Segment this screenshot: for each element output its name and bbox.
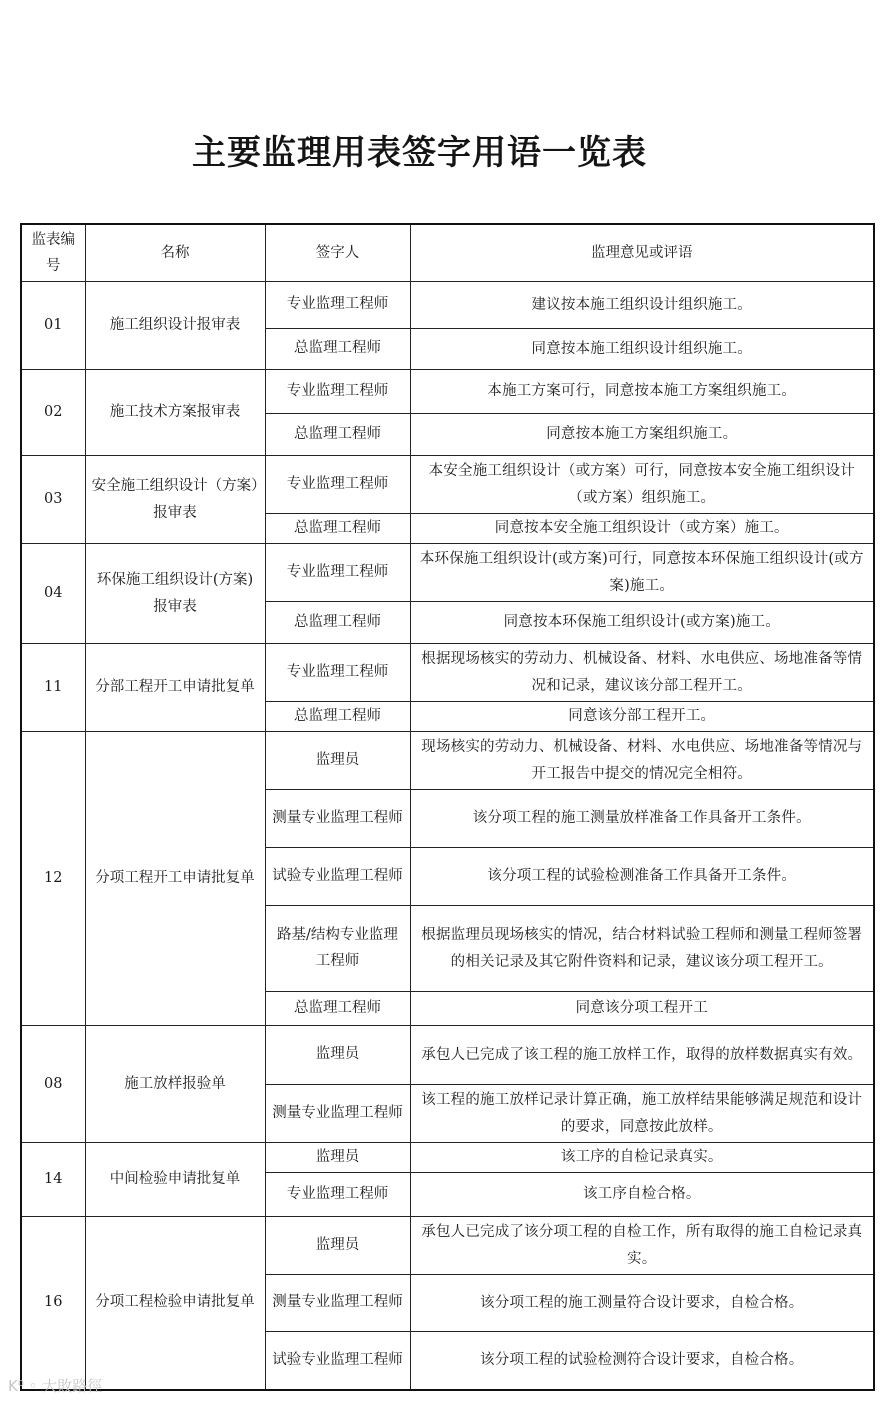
remark: 根据监理员现场核实的情况，结合材料试验工程师和测量工程师签署的相关记录及其它附件资料和记录，建议该分项工程开工。 [410,906,874,992]
table-row [21,282,874,329]
remark: 同意按本施工方案组织施工。 [410,414,874,456]
signer: 总监理工程师 [265,992,410,1026]
form-code: 12 [21,732,85,1026]
signer: 监理员 [265,1026,410,1085]
table-row [21,1026,874,1085]
remark: 该工序的自检记录真实。 [410,1143,874,1173]
signer: 监理员 [265,1143,410,1173]
table-row [21,456,874,514]
form-code: 02 [21,370,85,456]
form-code: 03 [21,456,85,544]
form-code: 11 [21,644,85,732]
remark: 建议按本施工组织设计组织施工。 [410,282,874,329]
remark: 现场核实的劳动力、机械设备、材料、水电供应、场地准备等情况与开工报告中提交的情况完全相符。 [410,732,874,790]
form-code: 14 [21,1143,85,1217]
signer: 路基/结构专业监理工程师 [265,906,410,992]
signer: 总监理工程师 [265,702,410,732]
remark: 同意按本施工组织设计组织施工。 [410,329,874,370]
table-row [21,1143,874,1173]
remark: 根据现场核实的劳动力、机械设备、材料、水电供应、场地准备等情况和记录，建议该分部工程开工。 [410,644,874,702]
remark: 该分项工程的施工测量放样准备工作具备开工条件。 [410,790,874,848]
table-row [21,644,874,702]
remark: 同意按本环保施工组织设计(或方案)施工。 [410,602,874,644]
signer: 监理员 [265,1217,410,1275]
form-name: 施工组织设计报审表 [85,282,265,370]
table-row [21,1217,874,1275]
table-row [21,544,874,602]
signer: 专业监理工程师 [265,456,410,514]
header-name: 名称 [85,224,265,282]
form-code: 16 [21,1217,85,1390]
form-name: 分项工程开工申请批复单 [85,732,265,1026]
remark: 同意该分部工程开工。 [410,702,874,732]
signer: 监理员 [265,732,410,790]
watermark-logo-icon: K⁰ ◦ [8,1377,43,1395]
header-signer: 签字人 [265,224,410,282]
table-row [21,732,874,790]
signer: 专业监理工程师 [265,1173,410,1217]
signer: 测量专业监理工程师 [265,790,410,848]
remark: 该分项工程的试验检测符合设计要求，自检合格。 [410,1332,874,1390]
signer: 总监理工程师 [265,514,410,544]
form-name: 分项工程检验申请批复单 [85,1217,265,1390]
remark: 该工程的施工放样记录计算正确，施工放样结果能够满足规范和设计的要求，同意按此放样。 [410,1085,874,1143]
remark: 承包人已完成了该工程的施工放样工作，取得的放样数据真实有效。 [410,1026,874,1085]
remark: 同意该分项工程开工 [410,992,874,1026]
signer: 总监理工程师 [265,602,410,644]
signer: 总监理工程师 [265,329,410,370]
signer: 专业监理工程师 [265,644,410,702]
signature-terms-table [20,223,875,1391]
header-remark: 监理意见或评语 [410,224,874,282]
remark: 本安全施工组织设计（或方案）可行，同意按本安全施工组织设计（或方案）组织施工。 [410,456,874,514]
form-code: 08 [21,1026,85,1143]
signer: 专业监理工程师 [265,544,410,602]
signer: 测量专业监理工程师 [265,1085,410,1143]
page-title: 主要监理用表签字用语一览表 [192,133,647,173]
form-name: 施工放样报验单 [85,1026,265,1143]
remark: 该分项工程的试验检测准备工作具备开工条件。 [410,848,874,906]
signer: 专业监理工程师 [265,282,410,329]
signer: 试验专业监理工程师 [265,1332,410,1390]
form-name: 分部工程开工申请批复单 [85,644,265,732]
remark: 本施工方案可行，同意按本施工方案组织施工。 [410,370,874,414]
signer: 测量专业监理工程师 [265,1275,410,1332]
signer: 总监理工程师 [265,414,410,456]
header-code: 监表编号 [21,224,85,282]
form-name: 中间检验申请批复单 [85,1143,265,1217]
form-name: 环保施工组织设计(方案)报审表 [85,544,265,644]
form-name: 安全施工组织设计（方案）报审表 [85,456,265,544]
form-code: 04 [21,544,85,644]
remark: 承包人已完成了该分项工程的自检工作，所有取得的施工自检记录真实。 [410,1217,874,1275]
form-name: 施工技术方案报审表 [85,370,265,456]
remark: 同意按本安全施工组织设计（或方案）施工。 [410,514,874,544]
table-header-row [21,224,874,282]
remark: 该分项工程的施工测量符合设计要求，自检合格。 [410,1275,874,1332]
remark: 该工序自检合格。 [410,1173,874,1217]
table-row [21,370,874,414]
watermark [8,1374,102,1398]
form-code: 01 [21,282,85,370]
watermark-text: 大敗路徑 [42,1377,103,1395]
signer: 试验专业监理工程师 [265,848,410,906]
remark: 本环保施工组织设计(或方案)可行，同意按本环保施工组织设计(或方案)施工。 [410,544,874,602]
signer: 专业监理工程师 [265,370,410,414]
